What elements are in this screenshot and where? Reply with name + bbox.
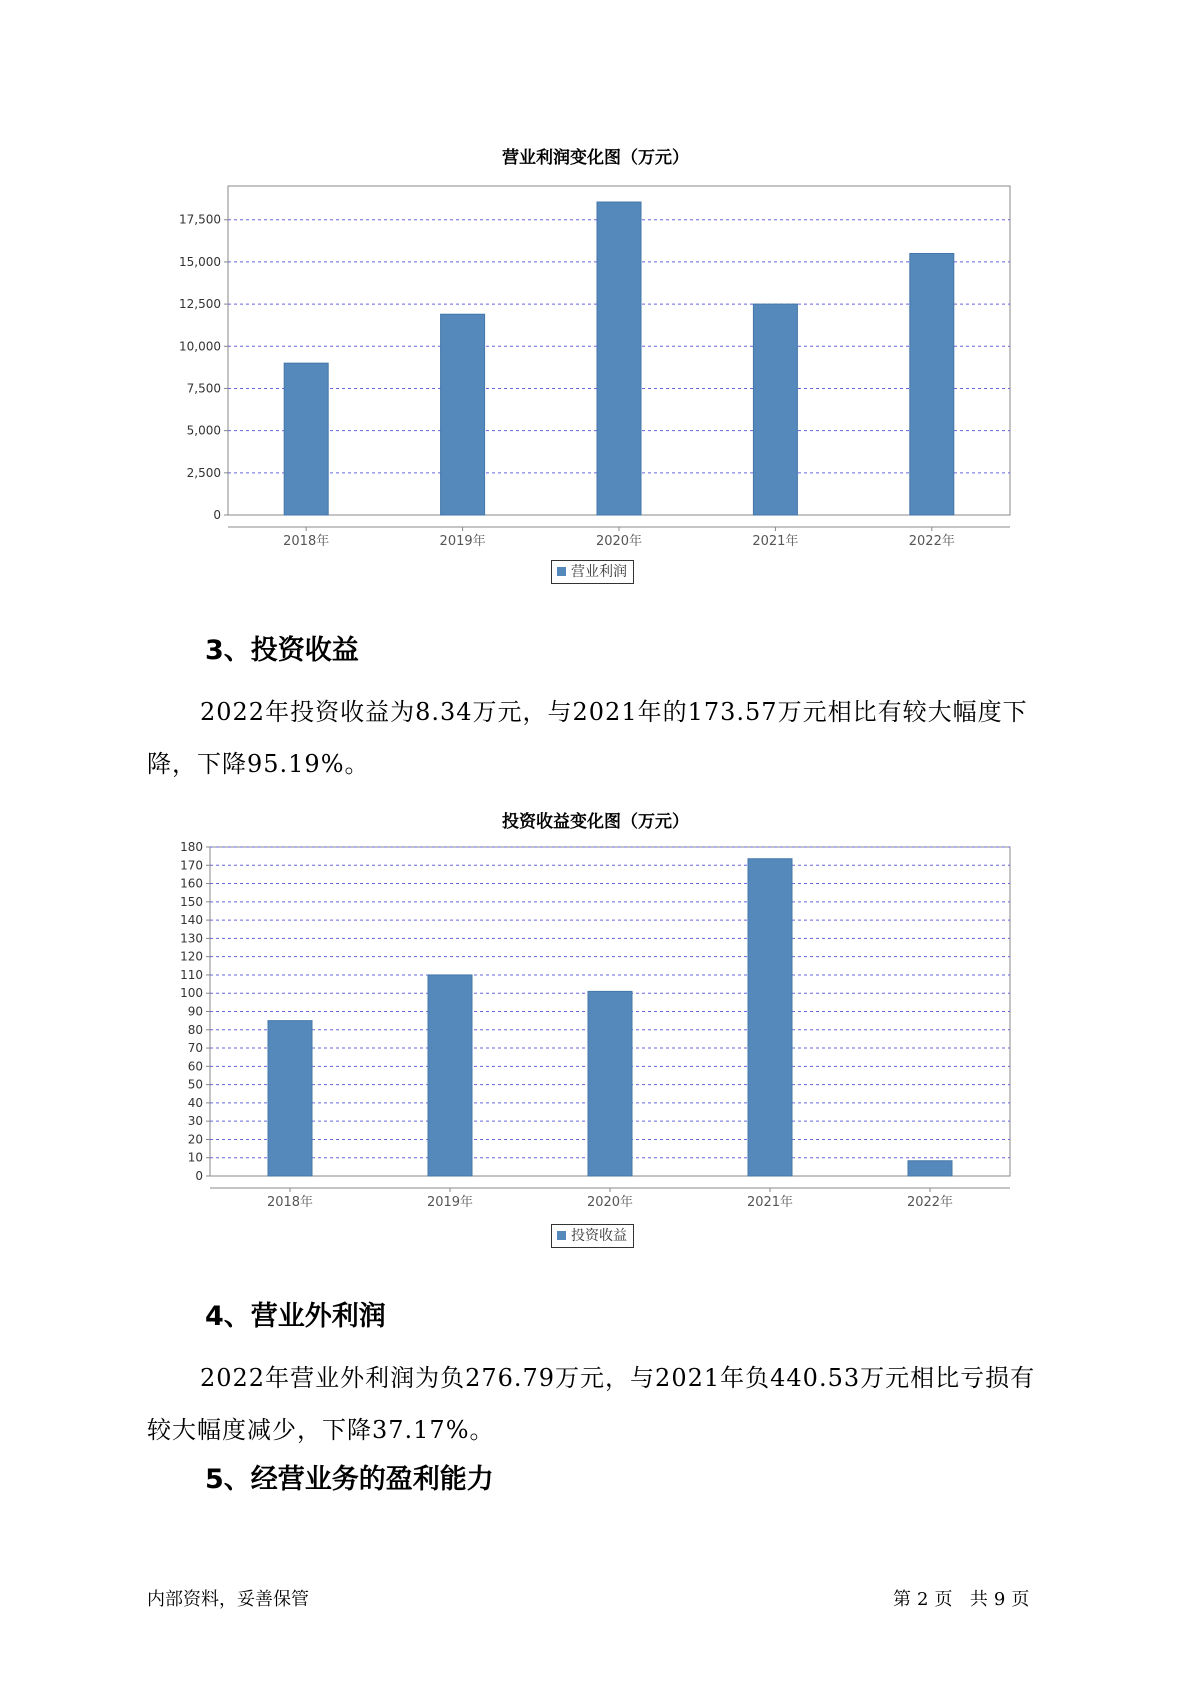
section-heading-investment-income: 3、投资收益 [205,635,359,666]
section-heading-non-operating-profit: 4、营业外利润 [205,1301,386,1332]
chart-title: 投资收益变化图（万元） [502,812,689,832]
y-tick-label: 170 [180,858,203,873]
x-tick-label: 2019年 [439,534,486,549]
x-tick-label: 2021年 [746,1195,794,1210]
y-tick-label: 80 [187,1022,203,1037]
y-tick-label: 2,500 [186,465,221,480]
x-tick-label: 2022年 [908,534,955,549]
paragraph-non-operating-profit: 2022年营业外利润为负276.79万元，与2021年负440.53万元相比亏损有较大幅度减少，下降37.17%。 [147,1364,1036,1444]
y-tick-label: 100 [180,986,203,1001]
y-tick-label: 5,000 [186,423,221,438]
x-tick-label: 2022年 [906,1195,954,1210]
page-suffix: 页 [934,1589,953,1610]
y-tick-label: 140 [180,913,203,928]
y-tick-label: 12,500 [179,297,221,312]
legend-swatch [557,1231,566,1240]
total-suffix: 页 [1011,1589,1030,1610]
y-tick-label: 0 [195,1169,203,1183]
bar [908,1161,952,1176]
y-tick-label: 110 [180,967,203,982]
y-tick-label: 30 [187,1114,203,1129]
page-number: 2 [917,1589,929,1610]
y-tick-label: 50 [187,1077,203,1092]
y-tick-label: 180 [180,840,203,854]
bar [268,1021,312,1176]
x-tick-label: 2020年 [586,1195,634,1210]
y-tick-label: 90 [187,1004,203,1019]
bar [428,975,472,1176]
legend-label: 营业利润 [571,564,627,580]
y-tick-label: 15,000 [179,254,221,269]
y-tick-label: 130 [180,931,203,946]
y-tick-label: 7,500 [186,381,221,396]
page-prefix: 第 [893,1589,911,1610]
legend-label: 投资收益 [571,1228,627,1244]
y-tick-label: 0 [213,508,221,522]
x-tick-label: 2020年 [595,534,643,549]
y-tick-label: 10,000 [179,339,221,354]
y-tick-label: 70 [187,1041,203,1056]
chart-legend [551,1224,634,1248]
section-heading-business-profitability: 5、经营业务的盈利能力 [205,1464,494,1495]
x-tick-label: 2021年 [752,534,799,549]
y-tick-label: 10 [187,1150,203,1165]
y-tick-label: 150 [180,894,203,909]
footer-confidential-note: 内部资料，妥善保管 [147,1589,309,1610]
y-tick-label: 17,500 [179,212,221,227]
bar [588,991,632,1176]
y-tick-label: 40 [187,1095,203,1110]
y-tick-label: 20 [187,1132,203,1147]
total-prefix: 共 [969,1589,988,1610]
y-tick-label: 160 [180,876,203,891]
chart-title: 营业利润变化图（万元） [502,148,689,168]
footer-page-number [890,1585,1032,1611]
x-tick-label: 2018年 [283,534,330,549]
y-tick-label: 120 [180,949,203,964]
paragraph-investment-income: 2022年投资收益为8.34万元，与2021年的173.57万元相比有较大幅度下降，下降95.19%。 [147,698,1028,778]
y-tick-label: 60 [187,1059,203,1074]
x-tick-label: 2018年 [266,1195,314,1210]
bar [748,859,792,1176]
total-pages: 9 [993,1589,1006,1610]
x-tick-label: 2019年 [426,1195,474,1210]
